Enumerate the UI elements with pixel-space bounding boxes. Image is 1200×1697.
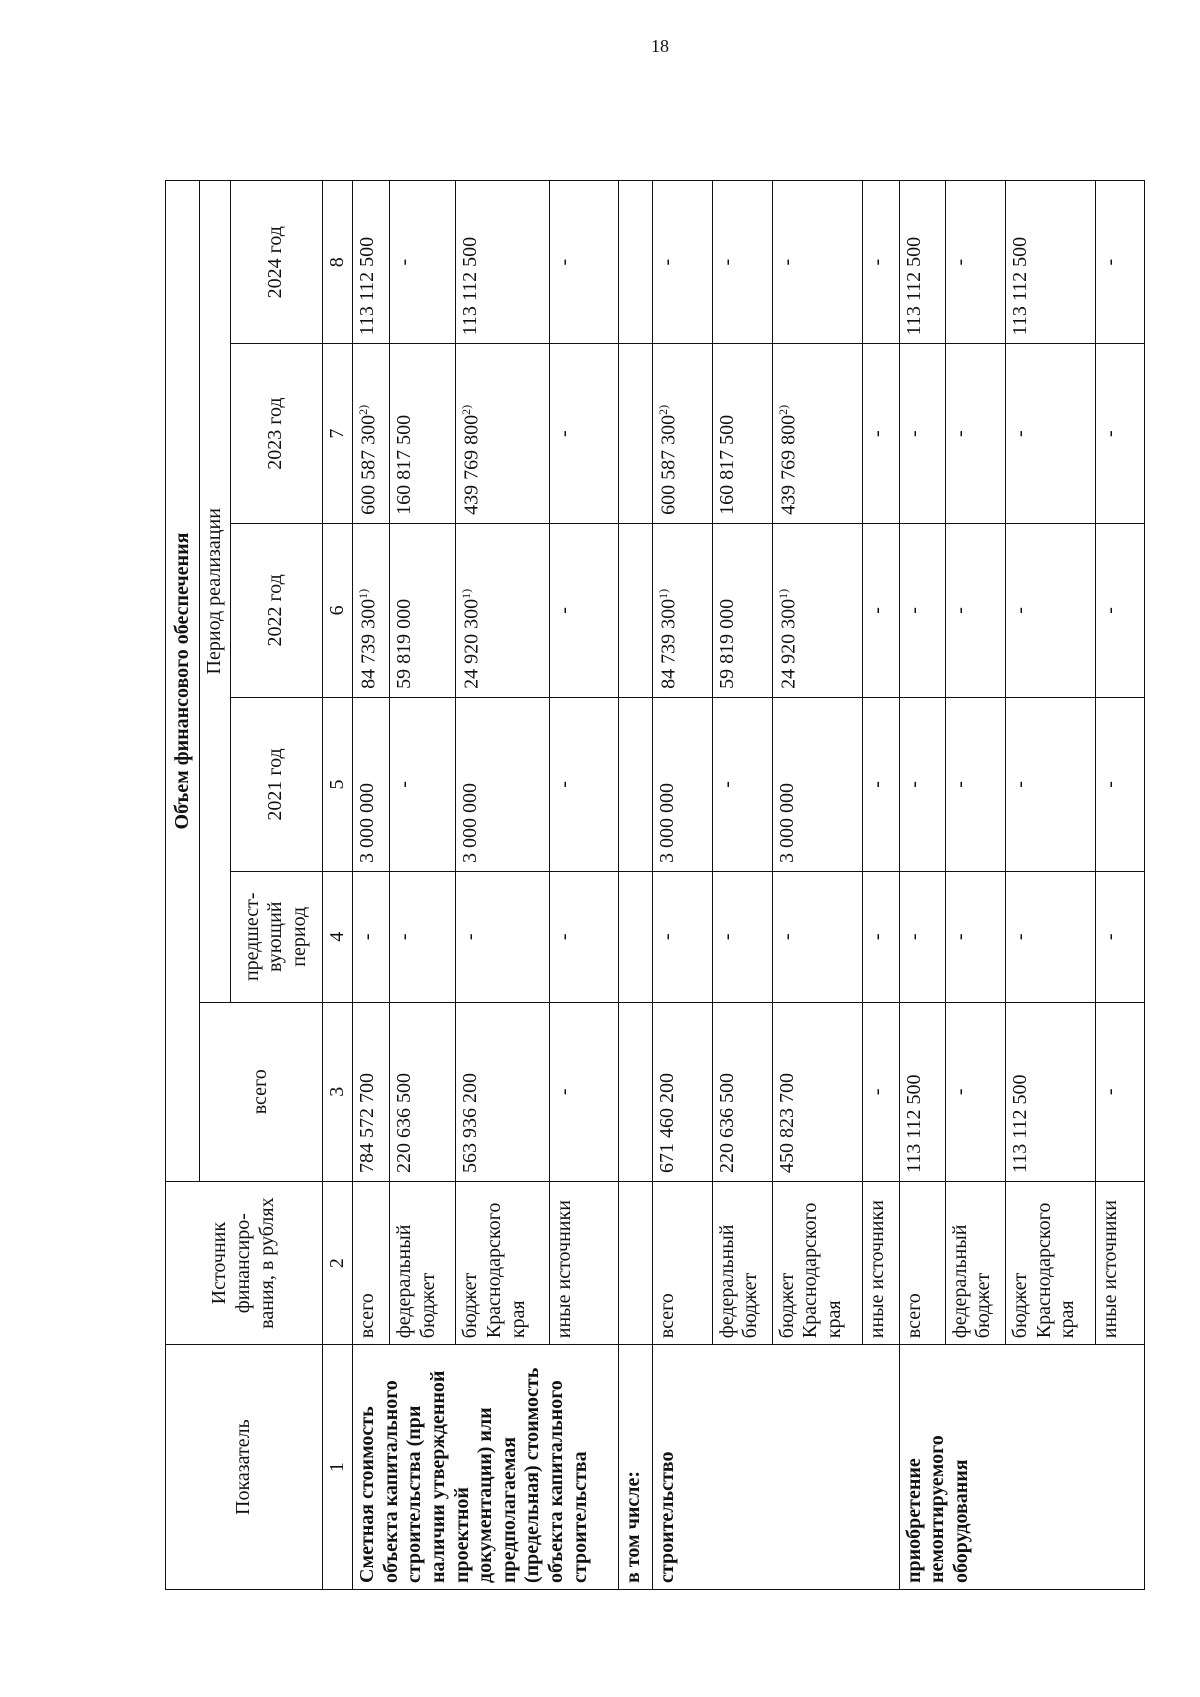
header-previous: предшест-вующий период xyxy=(230,871,322,1002)
col-number: 1 xyxy=(322,1345,353,1590)
value-cell: 784 572 700 xyxy=(353,1002,390,1182)
value-cell: - xyxy=(550,523,619,697)
header-volume: Объем финансового обеспечения xyxy=(166,181,200,1182)
header-2024: 2024 год xyxy=(230,181,322,344)
rotated-table-container xyxy=(165,180,1145,1590)
value-cell: - xyxy=(899,697,945,871)
col-number: 7 xyxy=(322,344,353,524)
value-cell: - xyxy=(550,344,619,524)
value-cell: 671 460 200 xyxy=(652,1002,712,1182)
col-number: 3 xyxy=(322,1002,353,1182)
value-cell: 3 000 000 xyxy=(456,697,550,871)
value-cell: 3 000 000 xyxy=(772,697,862,871)
value-cell: 113 112 500 xyxy=(899,181,945,344)
indicator-estimated-cost: Сметная стоимость объекта капитального строительства (при наличии утвержденной проектной документации) или предполагаемая (предельная) стоимость объекта капитального строительства xyxy=(353,1345,619,1590)
value-cell: 24 920 300$^{1)}$ xyxy=(456,523,550,697)
value-cell: - xyxy=(1005,344,1095,524)
footnote-mark: 2) xyxy=(356,404,371,415)
value-cell: - xyxy=(862,871,899,1002)
value-cell: - xyxy=(712,181,772,344)
source-cell: бюджет Краснодарского края xyxy=(772,1182,862,1345)
source-cell: бюджет Краснодарского края xyxy=(1005,1182,1095,1345)
table-row xyxy=(353,181,390,1590)
value-cell: - xyxy=(862,697,899,871)
value-cell: - xyxy=(945,697,1005,871)
value-cell: - xyxy=(772,181,862,344)
table-row xyxy=(899,181,945,1590)
indicator-equipment: приобретение немонтируемого оборудования xyxy=(899,1345,1144,1590)
value-cell: - xyxy=(862,181,899,344)
col-number: 2 xyxy=(322,1182,353,1345)
value-cell: 220 636 500 xyxy=(712,1002,772,1182)
value-cell: - xyxy=(550,1002,619,1182)
value-cell: 220 636 500 xyxy=(390,1002,456,1182)
value-cell: - xyxy=(652,181,712,344)
value-cell: 59 819 000 xyxy=(712,523,772,697)
value-cell: - xyxy=(712,697,772,871)
value-cell: 24 920 300$^{1)}$ xyxy=(772,523,862,697)
source-cell: федеральный бюджет xyxy=(945,1182,1005,1345)
source-cell: иные источники xyxy=(1095,1182,1144,1345)
header-period: Период реализации xyxy=(200,181,231,1003)
value-cell: - xyxy=(945,181,1005,344)
indicator-construction: строительство xyxy=(652,1345,899,1590)
source-cell: бюджет Краснодарского края xyxy=(456,1182,550,1345)
value-cell: - xyxy=(1005,697,1095,871)
value-cell: - xyxy=(390,697,456,871)
footnote-mark: 1) xyxy=(459,588,474,599)
footnote-mark: 2) xyxy=(655,404,670,415)
value-cell: - xyxy=(899,871,945,1002)
table-row xyxy=(619,181,652,1590)
value-cell: 84 739 300$^{1)}$ xyxy=(353,523,390,697)
financing-table xyxy=(165,180,1145,1590)
footnote-mark: 1) xyxy=(655,588,670,599)
source-cell: иные источники xyxy=(862,1182,899,1345)
col-number: 4 xyxy=(322,871,353,1002)
value-cell: - xyxy=(1005,871,1095,1002)
value-cell: 439 769 800$^{2)}$ xyxy=(772,344,862,524)
value-cell: 563 936 200 xyxy=(456,1002,550,1182)
value-cell: 439 769 800$^{2)}$ xyxy=(456,344,550,524)
value-cell: 59 819 000 xyxy=(390,523,456,697)
value-cell: 113 112 500 xyxy=(353,181,390,344)
value-cell: 600 587 300$^{2)}$ xyxy=(353,344,390,524)
value-cell: 113 112 500 xyxy=(456,181,550,344)
header-total: всего xyxy=(200,1002,323,1182)
value-cell: - xyxy=(550,181,619,344)
footnote-mark: 2) xyxy=(775,404,790,415)
value-cell: - xyxy=(550,871,619,1002)
value-cell: - xyxy=(652,871,712,1002)
value-cell: 450 823 700 xyxy=(772,1002,862,1182)
value-cell: - xyxy=(550,697,619,871)
header-2022: 2022 год xyxy=(230,523,322,697)
value-cell: - xyxy=(353,871,390,1002)
value-cell: - xyxy=(1095,523,1144,697)
including-label: в том числе: xyxy=(619,1345,652,1590)
page-number: 18 xyxy=(651,36,669,56)
col-number: 6 xyxy=(322,523,353,697)
value-cell: - xyxy=(945,871,1005,1002)
value-cell: - xyxy=(899,344,945,524)
value-cell: 3 000 000 xyxy=(652,697,712,871)
value-cell: - xyxy=(1095,1002,1144,1182)
value-cell: - xyxy=(1095,697,1144,871)
header-2023: 2023 год xyxy=(230,344,322,524)
value-cell: - xyxy=(712,871,772,1002)
value-cell: - xyxy=(862,523,899,697)
value-cell: - xyxy=(1095,344,1144,524)
value-cell: - xyxy=(456,871,550,1002)
source-cell: всего xyxy=(899,1182,945,1345)
value-cell: 113 112 500 xyxy=(899,1002,945,1182)
value-cell: 84 739 300$^{1)}$ xyxy=(652,523,712,697)
col-number: 8 xyxy=(322,181,353,344)
table-row xyxy=(652,181,712,1590)
source-cell: федеральный бюджет xyxy=(712,1182,772,1345)
source-cell: всего xyxy=(652,1182,712,1345)
value-cell: 160 817 500 xyxy=(390,344,456,524)
value-cell: - xyxy=(899,523,945,697)
value-cell: 113 112 500 xyxy=(1005,1002,1095,1182)
source-cell: всего xyxy=(353,1182,390,1345)
value-cell: - xyxy=(772,871,862,1002)
value-cell: - xyxy=(1095,181,1144,344)
footnote-mark: 1) xyxy=(775,588,790,599)
value-cell: 3 000 000 xyxy=(353,697,390,871)
value-cell: - xyxy=(945,1002,1005,1182)
col-number: 5 xyxy=(322,697,353,871)
value-cell: - xyxy=(1095,871,1144,1002)
value-cell: 113 112 500 xyxy=(1005,181,1095,344)
source-cell: федеральный бюджет xyxy=(390,1182,456,1345)
value-cell: - xyxy=(390,871,456,1002)
value-cell: - xyxy=(945,344,1005,524)
header-2021: 2021 год xyxy=(230,697,322,871)
value-cell: 600 587 300$^{2)}$ xyxy=(652,344,712,524)
value-cell: - xyxy=(390,181,456,344)
value-cell: - xyxy=(1005,523,1095,697)
value-cell: 160 817 500 xyxy=(712,344,772,524)
header-source: Источник финансиро-вания, в рублях xyxy=(166,1182,323,1345)
value-cell: - xyxy=(862,1002,899,1182)
footnote-mark: 1) xyxy=(356,588,371,599)
value-cell: - xyxy=(945,523,1005,697)
header-indicator: Показатель xyxy=(166,1345,323,1590)
source-cell: иные источники xyxy=(550,1182,619,1345)
footnote-mark: 2) xyxy=(459,404,474,415)
value-cell: - xyxy=(862,344,899,524)
